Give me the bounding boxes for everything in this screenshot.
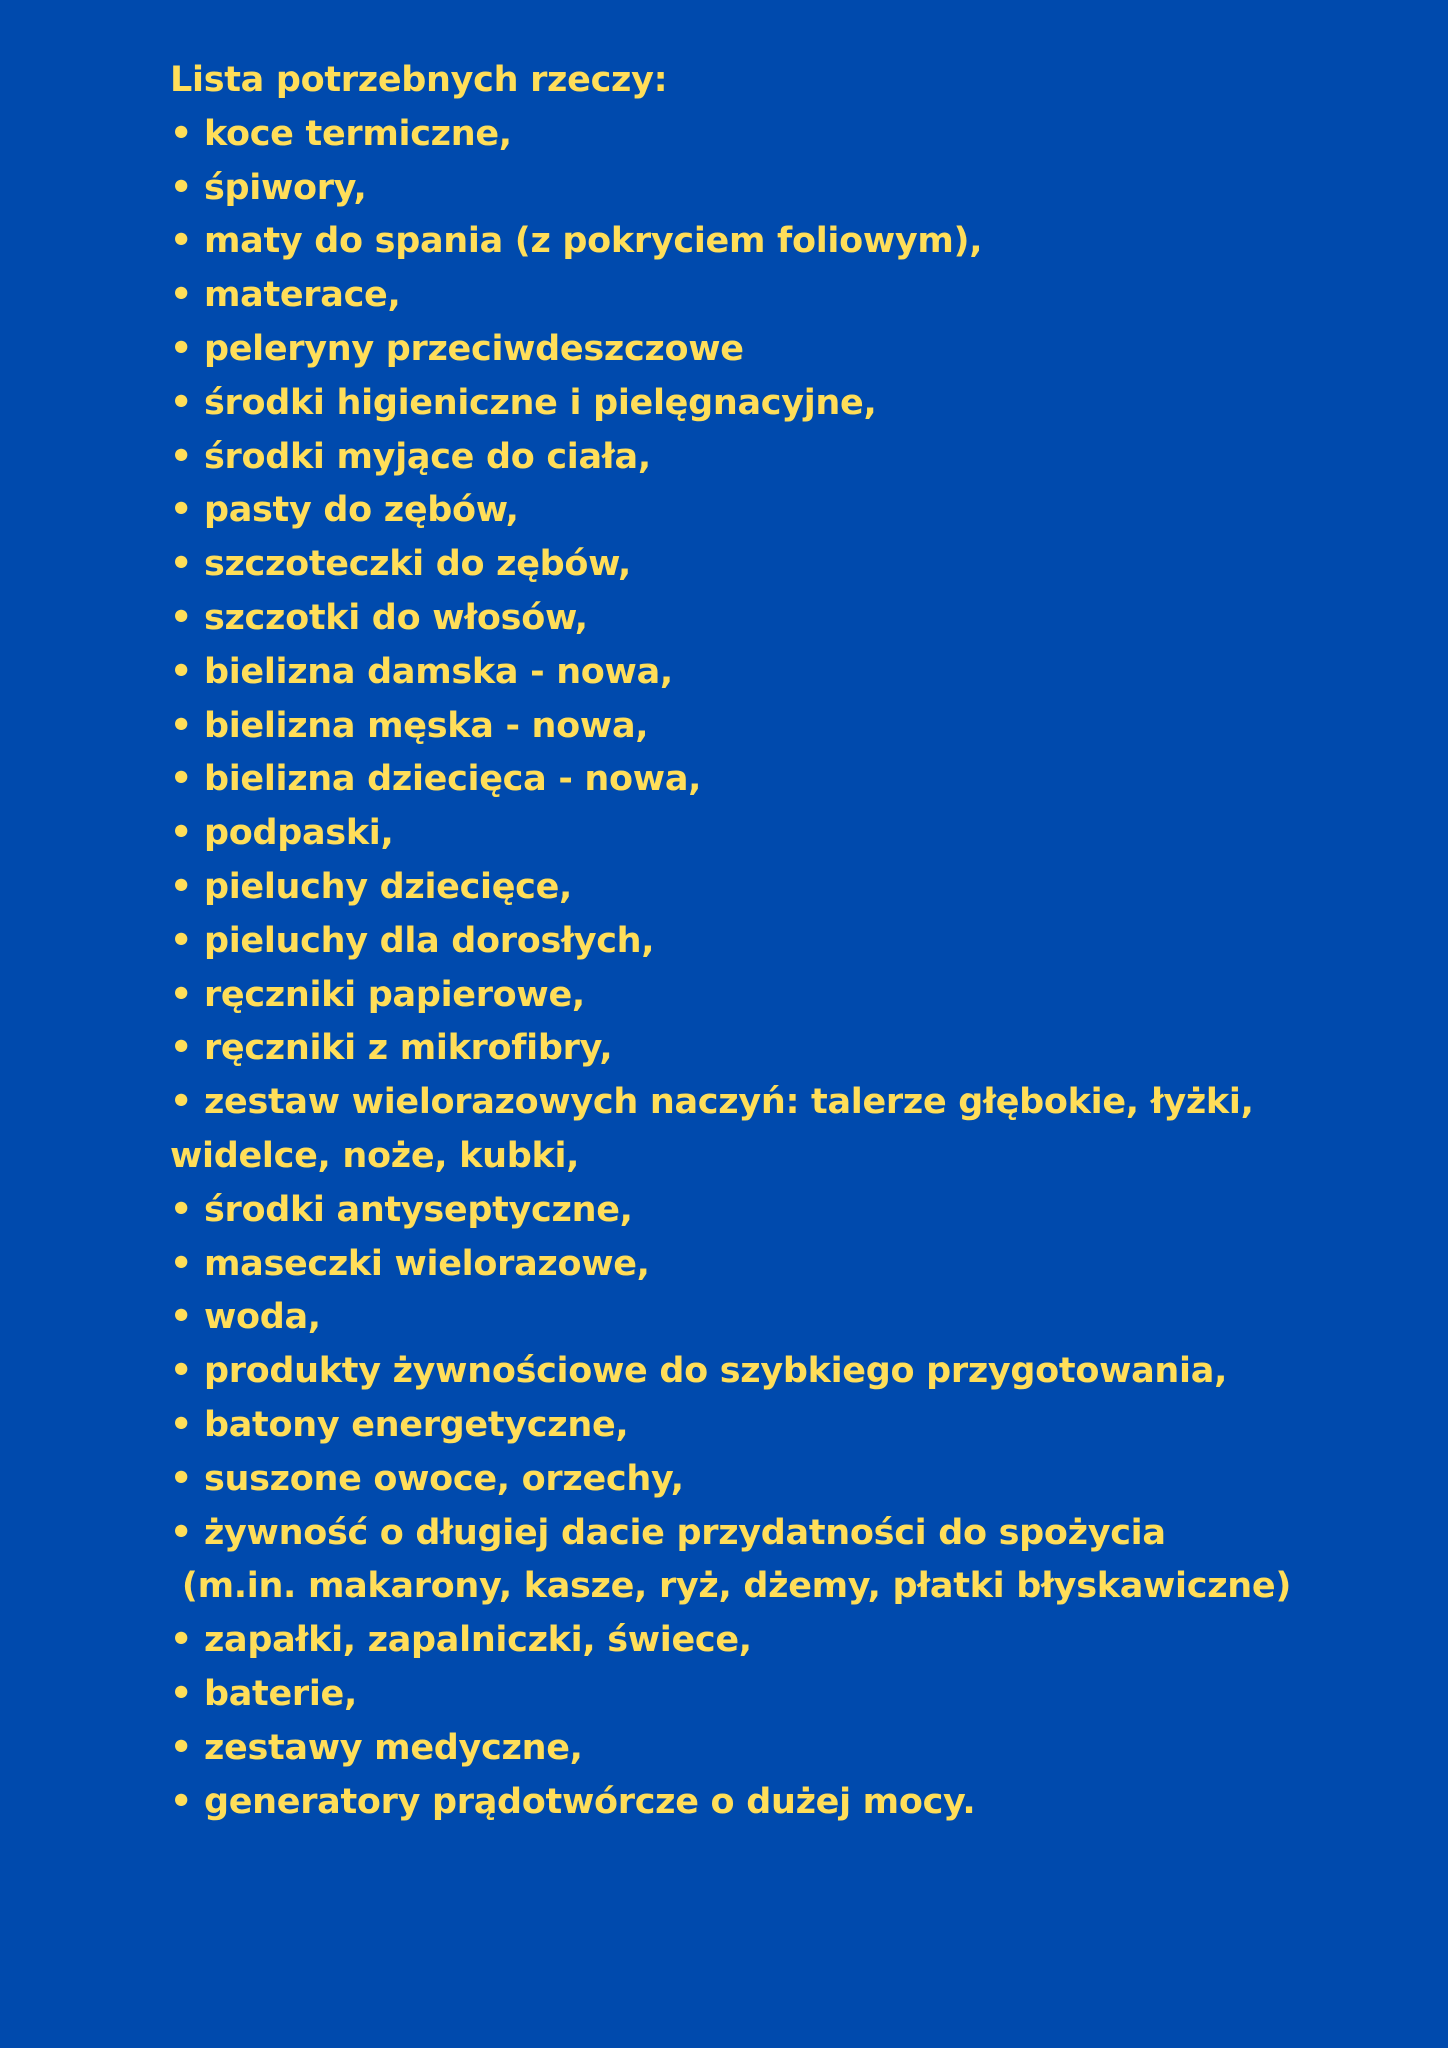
list-item: • maseczki wielorazowe,: [170, 1243, 650, 1284]
list-item: • podpaski,: [170, 813, 394, 854]
list-item: • materace,: [170, 275, 401, 316]
list-item: • batony energetyczne,: [170, 1404, 629, 1445]
list-item: • zestawy medyczne,: [170, 1727, 583, 1768]
list-item: • produkty żywnościowe do szybkiego przygotowania,: [170, 1351, 1228, 1392]
list-item: • bielizna dziecięca - nowa,: [170, 759, 702, 800]
list-item: • woda,: [170, 1297, 321, 1338]
list-item: • żywność o długiej dacie przydatności do spożycia: [170, 1512, 1166, 1553]
list-item: • generatory prądotwórcze o dużej mocy.: [170, 1781, 976, 1822]
list-item: • środki higieniczne i pielęgnacyjne,: [170, 382, 877, 423]
list-item: • pasty do zębów,: [170, 490, 519, 531]
list-item: • bielizna męska - nowa,: [170, 705, 649, 746]
list-item: • bielizna damska - nowa,: [170, 651, 673, 692]
list-item: • pieluchy dziecięce,: [170, 866, 573, 907]
list-item: • ręczniki z mikrofibry,: [170, 1028, 613, 1069]
list-item: • ręczniki papierowe,: [170, 974, 585, 1015]
document-body: [170, 54, 1410, 1829]
list-item: • środki antyseptyczne,: [170, 1189, 633, 1230]
list-item: • środki myjące do ciała,: [170, 436, 651, 477]
list-item: • zestaw wielorazowych naczyń: talerze głębokie, łyżki,: [170, 1082, 1254, 1123]
list-item: • zapałki, zapalniczki, świece,: [170, 1620, 752, 1661]
list-item: • szczoteczki do zębów,: [170, 544, 631, 585]
list-item: • peleryny przeciwdeszczowe: [170, 328, 744, 369]
list-item: • śpiwory,: [170, 167, 367, 208]
list-item: • szczotki do włosów,: [170, 597, 588, 638]
list-item: • pieluchy dla dorosłych,: [170, 920, 655, 961]
list-item: • koce termiczne,: [170, 113, 512, 154]
list-item: • baterie,: [170, 1673, 357, 1714]
list-item: • maty do spania (z pokryciem foliowym),: [170, 221, 983, 262]
list-item: • suszone owoce, orzechy,: [170, 1458, 684, 1499]
list-item: widelce, noże, kubki,: [170, 1135, 580, 1176]
list-heading: Lista potrzebnych rzeczy:: [170, 60, 668, 100]
list-item: (m.in. makarony, kasze, ryż, dżemy, płatki błyskawiczne): [170, 1566, 1292, 1607]
